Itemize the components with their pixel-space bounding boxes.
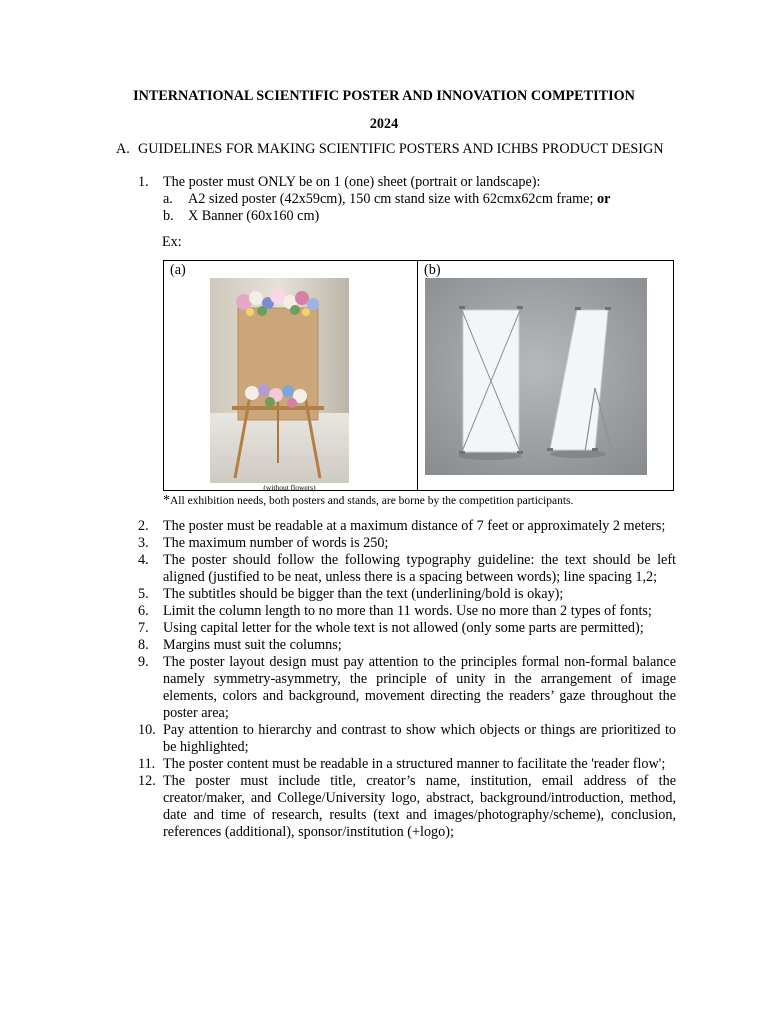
sub-item-b xyxy=(163,208,676,225)
item-number: 1. xyxy=(138,174,149,190)
item-text: Margins must suit the columns; xyxy=(163,637,342,653)
item-number: 5. xyxy=(138,586,149,602)
sub-item-text: X Banner (60x160 cm) xyxy=(188,208,320,224)
sub-item-bold: or xyxy=(596,191,611,207)
section-a-title: GUIDELINES FOR MAKING SCIENTIFIC POSTERS AND ICHBS PRODUCT DESIGN xyxy=(138,141,664,157)
list-item xyxy=(138,603,676,620)
item-text: The poster must be readable at a maximum distance of 7 feet or approximately 2 meters; xyxy=(163,518,666,534)
sub-item-a xyxy=(163,191,676,208)
figure-caption-b: (b) xyxy=(424,262,441,278)
list-item xyxy=(138,518,676,535)
item-number: 2. xyxy=(138,518,149,534)
list-item xyxy=(138,654,676,722)
document-year: 2024 xyxy=(369,116,399,132)
list-item xyxy=(138,637,676,654)
item-text: The poster must ONLY be on 1 (one) sheet (portrait or landscape): xyxy=(163,174,541,190)
guideline-item-1 xyxy=(138,174,676,225)
item-number: 12. xyxy=(138,773,156,789)
list-item xyxy=(138,773,676,841)
item-text: The subtitles should be bigger than the text (underlining/bold is okay); xyxy=(163,586,564,602)
item-number: 8. xyxy=(138,637,149,653)
example-label: Ex: xyxy=(162,234,182,250)
sub-item-text: A2 sized poster (42x59cm), 150 cm stand size with 62cmx62cm frame; xyxy=(188,191,597,207)
item-number: 3. xyxy=(138,535,149,551)
sub-item-letter: b. xyxy=(163,208,174,224)
item-number: 11. xyxy=(138,756,156,772)
photo-a-caption: (without flowers) xyxy=(263,483,316,492)
item-text: The maximum number of words is 250; xyxy=(163,535,389,551)
item-text: The poster layout design must pay attention to the principles formal non-formal balance namely symmetry-asymmetry, the principle of unity in the arrangement of image elements, colors and background, movement directing the readers’ gaze throughout the poster area; xyxy=(163,654,676,721)
section-a-letter: A. xyxy=(116,141,130,157)
list-item xyxy=(138,722,676,756)
list-item xyxy=(138,552,676,586)
figure-caption-a: (a) xyxy=(170,262,186,278)
item-text: Limit the column length to no more than 11 words. Use no more than 2 types of fonts; xyxy=(163,603,652,619)
list-item xyxy=(138,535,676,552)
item-text: The poster should follow the following typography guideline: the text should be left aligned (justified to be neat, unless there is a spacing between words); line spacing 1,2; xyxy=(163,552,676,585)
item-text: Pay attention to hierarchy and contrast to show which objects or things are prioritized to be highlighted; xyxy=(163,722,676,755)
item-number: 7. xyxy=(138,620,149,636)
item-text: Using capital letter for the whole text is not allowed (only some parts are permitted); xyxy=(163,620,644,636)
document-title: INTERNATIONAL SCIENTIFIC POSTER AND INNOVATION COMPETITION xyxy=(133,88,635,104)
item-number: 4. xyxy=(138,552,149,568)
list-item xyxy=(138,620,676,637)
item-number: 9. xyxy=(138,654,149,670)
note-text: All exhibition needs, both posters and stands, are borne by the competition participants. xyxy=(170,495,574,507)
item-text: The poster content must be readable in a structured manner to facilitate the 'reader flow'; xyxy=(163,756,666,772)
x-banner-stand-photo xyxy=(425,278,647,475)
list-item xyxy=(138,586,676,603)
exhibition-note xyxy=(163,494,573,508)
figure-divider xyxy=(417,261,418,490)
item-text: The poster must include title, creator’s name, institution, email address of the creator/maker, and College/University logo, abstract, background/introduction, method, date and time of research, results (text and images/photography/scheme), conclusion, references (additional), sponsor/institution (+logo); xyxy=(163,773,676,840)
easel-stand-photo xyxy=(210,278,349,483)
guideline-list xyxy=(138,518,676,841)
item-number: 10. xyxy=(138,722,156,738)
example-figure-table xyxy=(163,260,674,491)
sub-item-letter: a. xyxy=(163,191,173,207)
item-number: 6. xyxy=(138,603,149,619)
list-item xyxy=(138,756,676,773)
note-asterisk: * xyxy=(163,493,170,508)
